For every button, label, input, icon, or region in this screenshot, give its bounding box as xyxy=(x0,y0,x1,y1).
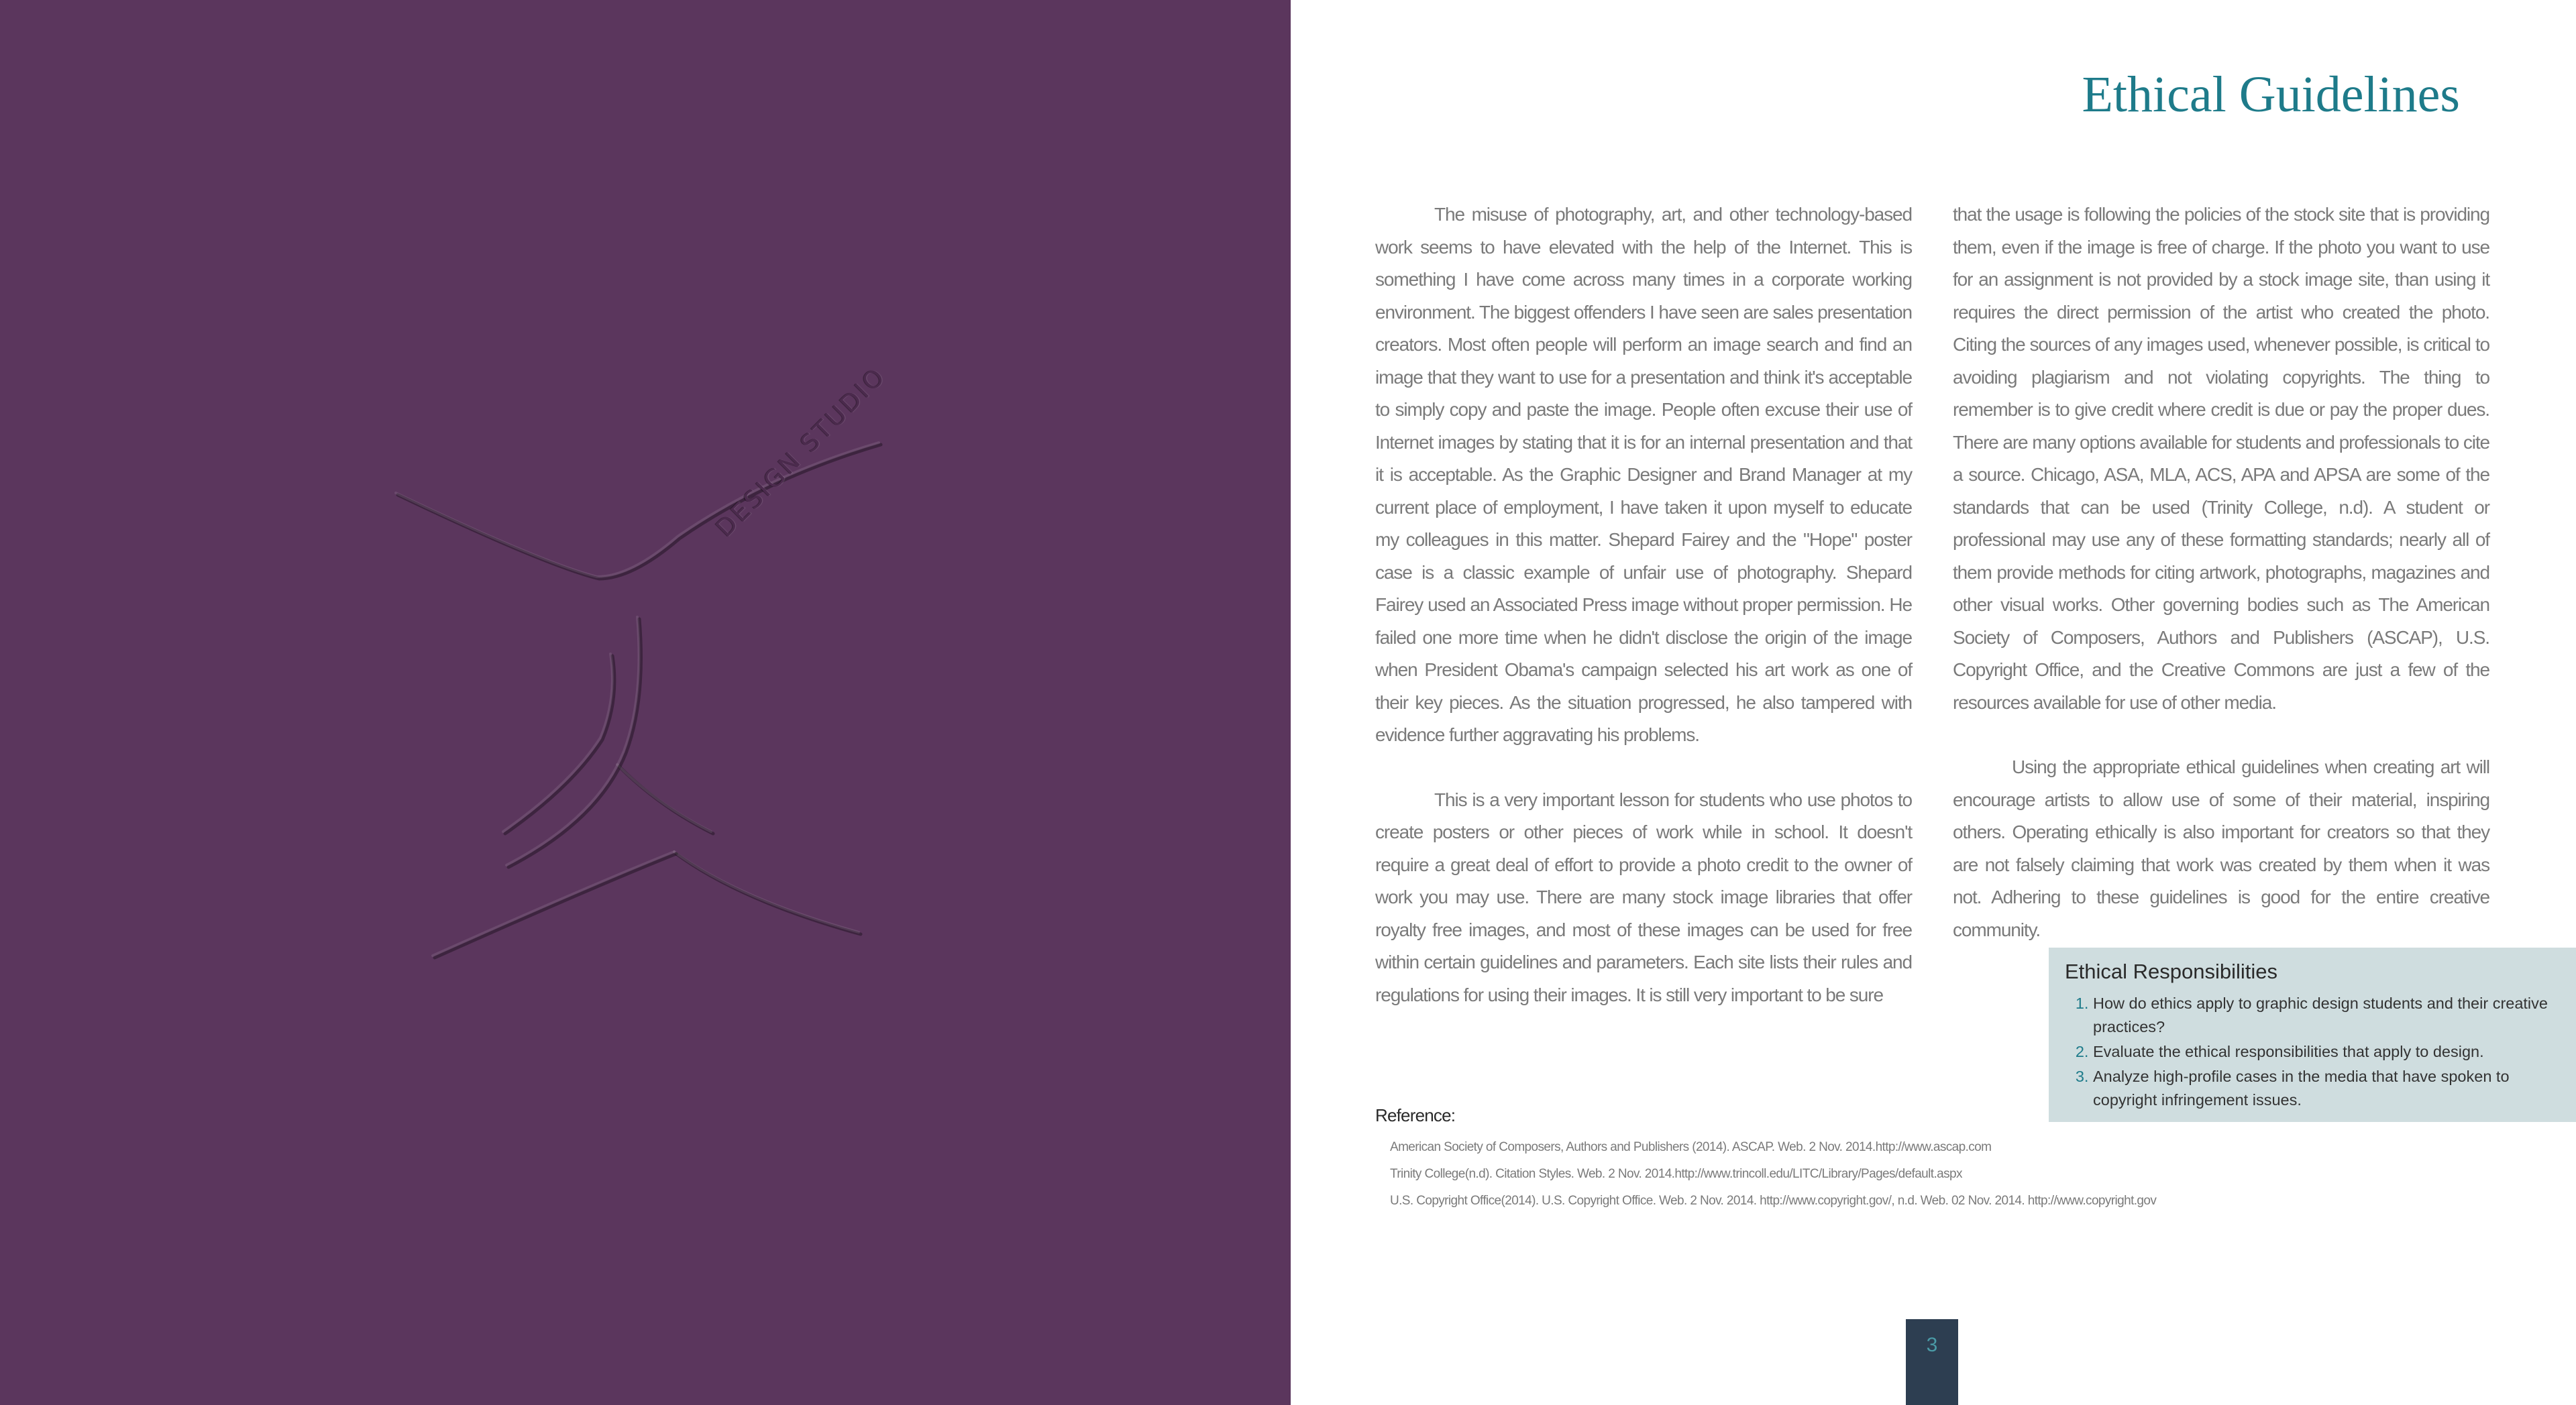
reference-item: U.S. Copyright Office(2014). U.S. Copyright Office. Web. 2 Nov. 2014. http://www.copyright.gov/, n.d. Web. 02 Nov. 2014. http://www.copyright.gov xyxy=(1390,1194,2157,1208)
reference-item: American Society of Composers, Authors and Publishers (2014). ASCAP. Web. 2 Nov. 2014.http://www.ascap.com xyxy=(1390,1140,1992,1154)
list-item: 3. Analyze high-profile cases in the media that have spoken to copyright infringement issues. xyxy=(2093,1065,2560,1112)
references-title: Reference: xyxy=(1375,1105,1456,1125)
paragraph: Using the appropriate ethical guidelines when creating art will encourage artists to allow use of some of their material, inspiring others. Operating ethically is also important for creators so that they are not falsely claiming that work was created by them when it was not. Adhering to these guidelines is good for the entire creative community. xyxy=(1953,756,2489,940)
responsibility-list xyxy=(2065,992,2560,1112)
box-title: Ethical Responsibilities xyxy=(2065,960,2278,983)
page-number: 3 xyxy=(1906,1319,1958,1405)
body-column-left xyxy=(1375,199,1912,1044)
references-section xyxy=(1375,1105,2516,1215)
list-item: 2. Evaluate the ethical responsibilities that apply to design. xyxy=(2093,1040,2560,1064)
reference-item: Trinity College(n.d). Citation Styles. Web. 2 Nov. 2014.http://www.trincoll.edu/LITC/Library/Pages/default.aspx xyxy=(1390,1167,1962,1181)
page-title: Ethical Guidelines xyxy=(2082,66,2460,123)
paragraph: The misuse of photography, art, and other technology-based work seems to have elevated with the help of the Internet. This is something I have come across many times in a corporate working environment. The biggest offenders I have seen are sales presentation creators. Most often people will perform an image search and find an image that they want to use for a presentation and think it's acceptable to simply copy and paste the image. People often excuse their use of Internet images by stating that it is for an internal presentation and that it is acceptable. As the Graphic Designer and Brand Manager at my current place of employment, I have taken it upon myself to educate my colleagues in this matter. Shepard Fairey and the "Hope" poster case is a classic example of unfair use of photography. Shepard Fairey used an Associated Press image without proper permission. He failed one more time when he didn't disclose the origin of the image when President Obama's campaign selected his art work as one of their key pieces. As the situation progressed, he also tampered with evidence further aggravating his problems. xyxy=(1375,204,1912,745)
paragraph: This is a very important lesson for students who use photos to create posters or other pieces of work while in school. It doesn't require a great deal of effort to provide a photo credit to the owner of work you may use. There are many stock image libraries that offer royalty free images, and most of these images can be used for free within certain guidelines and parameters. Each site lists their rules and regulations for using their images. It is still very important to be sure xyxy=(1375,789,1912,1005)
body-column-right xyxy=(1953,199,2489,978)
reference-list xyxy=(1375,1134,2516,1215)
ethical-responsibilities-box xyxy=(2049,948,2576,1122)
logo-text: DESIGN STUDIO xyxy=(711,361,892,543)
design-studio-logo xyxy=(376,429,912,966)
paragraph: that the usage is following the policies of the stock site that is providing them, even if the image is free of charge. If the photo you want to use for an assignment is not provided by a stock image site, than using it requires the direct permission of the artist who created the photo. Citing the sources of any images used, whenever possible, is critical to avoiding plagiarism and not violating copyrights. The thing to remember is to give credit where credit is due or pay the proper dues. There are many options available for students and professionals to cite a source. Chicago, ASA, MLA, ACS, APA and APSA are some of the standards that can be used (Trinity College, n.d). A student or professional may use any of these formatting standards; nearly all of them provide methods for citing artwork, photographs, magazines and other visual works. Other governing bodies such as The American Society of Composers, Authors and Publishers (ASCAP), U.S. Copyright Office, and the Creative Commons are just a few of the resources available for use of other media. xyxy=(1953,204,2489,713)
list-item: 1. How do ethics apply to graphic design students and their creative practices? xyxy=(2093,992,2560,1039)
